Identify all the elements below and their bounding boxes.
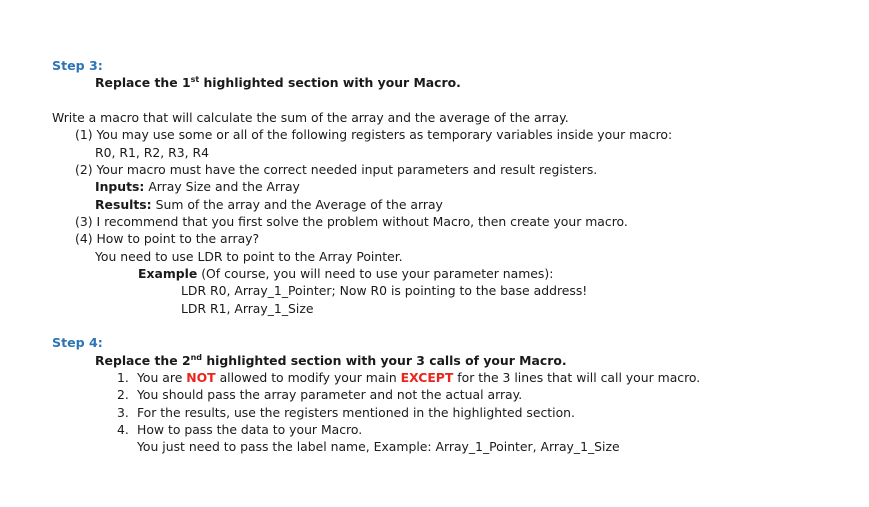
- step4-heading-sup: nd: [190, 352, 202, 362]
- step3-example: [138, 266, 553, 281]
- item-text: How to pass the data to your Macro.: [137, 422, 363, 437]
- item-number: 2.: [117, 387, 129, 402]
- step3-item1: (1) You may use some or all of the following registers as temporary variables inside your macro:: [75, 127, 673, 142]
- item-text: allowed to modify your main: [215, 370, 401, 385]
- step4-item-4: [117, 422, 362, 437]
- item-number: 1.: [117, 370, 129, 385]
- item-number: 4.: [117, 422, 129, 437]
- step4-heading-pre: Replace the 2: [95, 353, 191, 368]
- step3-heading: [95, 75, 461, 90]
- step3-heading-post: highlighted section with your Macro.: [199, 75, 461, 90]
- item-text: for the 3 lines that will call your macro.: [453, 370, 701, 385]
- step3-results: [95, 197, 443, 212]
- step3-heading-sup: st: [190, 74, 200, 84]
- item-text: For the results, use the registers mentioned in the highlighted section.: [137, 405, 575, 420]
- code-line-1: LDR R0, Array_1_Pointer; Now R0 is pointing to the base address!: [181, 283, 588, 298]
- step3-ldr-hint: You need to use LDR to point to the Array Pointer.: [95, 249, 403, 264]
- step3-heading-pre: Replace the 1: [95, 75, 191, 90]
- inputs-text: Array Size and the Array: [144, 179, 300, 194]
- step4-item-1: [117, 370, 700, 385]
- step4-label-hint: You just need to pass the label name, Example: Array_1_Pointer, Array_1_Size: [137, 439, 620, 454]
- step4-item-2: [117, 387, 522, 402]
- step4-heading-post: highlighted section with your 3 calls of your Macro.: [202, 353, 567, 368]
- item-text: You should pass the array parameter and not the actual array.: [137, 387, 523, 402]
- step4-item-3: [117, 405, 575, 420]
- except-emphasis: EXCEPT: [400, 370, 454, 385]
- step3-title: Step 3:: [52, 58, 103, 73]
- step3-registers: R0, R1, R2, R3, R4: [95, 145, 209, 160]
- code-line-2: LDR R1, Array_1_Size: [181, 301, 314, 316]
- step3-intro: Write a macro that will calculate the sum of the array and the average of the array.: [52, 110, 569, 125]
- results-label: Results:: [95, 197, 152, 212]
- item-text: You are: [137, 370, 187, 385]
- step4-heading: [95, 353, 567, 368]
- example-text: (Of course, you will need to use your parameter names):: [197, 266, 554, 281]
- step3-item2: (2) Your macro must have the correct needed input parameters and result registers.: [75, 162, 598, 177]
- step3-item3: (3) I recommend that you first solve the problem without Macro, then create your macro.: [75, 214, 628, 229]
- not-emphasis: NOT: [186, 370, 216, 385]
- results-text: Sum of the array and the Average of the array: [151, 197, 443, 212]
- step3-item4: (4) How to point to the array?: [75, 231, 260, 246]
- example-label: Example: [138, 266, 198, 281]
- step4-title: Step 4:: [52, 335, 103, 350]
- step3-inputs: [95, 179, 300, 194]
- inputs-label: Inputs:: [95, 179, 145, 194]
- item-number: 3.: [117, 405, 129, 420]
